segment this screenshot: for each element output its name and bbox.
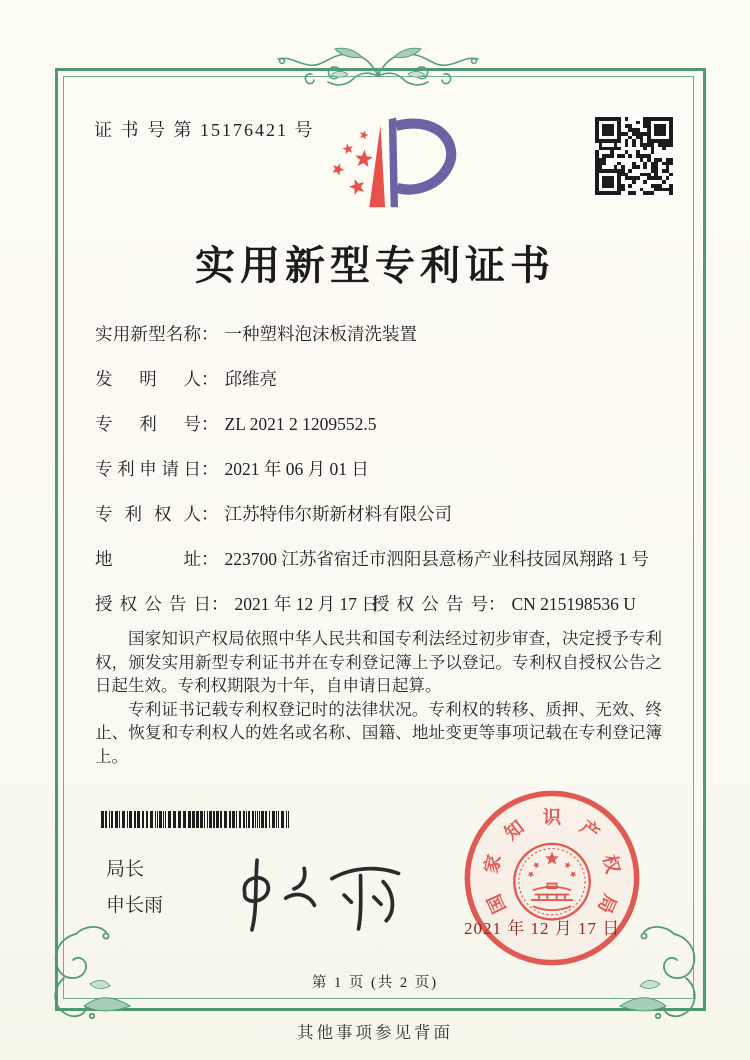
field-grant-number: 授权公告号： CN 215198536 U (372, 592, 636, 617)
field-value: CN 215198536 U (511, 594, 636, 614)
field-row-name: 实用新型名称： 一种塑料泡沫板清洗装置 (95, 322, 649, 347)
field-label: 专利权人 (95, 504, 201, 524)
certificate-title: 实用新型专利证书 (195, 243, 555, 288)
signer-block (106, 858, 163, 930)
field-value: 邱维亮 (224, 369, 277, 389)
signer-title: 局长 (106, 859, 145, 880)
legal-paragraph: 国家知识产权局依照中华人民共和国专利法经过初步审查，决定授予专利权，颁发实用新型专利证书并在专利登记簿上予以登记。专利权自授权公告之日起生效。专利权期限为十年，自申请日起算。 (95, 629, 662, 695)
svg-text:国: 国 (484, 891, 510, 917)
director-signature-icon (214, 850, 419, 936)
qr-code (592, 114, 676, 198)
svg-text:知: 知 (500, 816, 528, 844)
field-row-inventor: 发明人： 邱维亮 (95, 367, 649, 392)
svg-text:权: 权 (599, 852, 623, 876)
field-label: 授权公告日 (95, 594, 211, 614)
field-list (95, 322, 649, 637)
field-row-grant: 授权公告日： 2021 年 12 月 17 日 授权公告号： CN 215198536 U (95, 592, 649, 617)
signer-name: 申长雨 (106, 895, 164, 916)
field-row-patentee: 专利权人： 江苏特伟尔斯新材料有限公司 (95, 502, 649, 527)
svg-text:局: 局 (594, 891, 620, 917)
certificate-number: 证 书 号 第 15176421 号 (94, 120, 315, 140)
field-label: 专利号 (95, 414, 201, 434)
official-seal-icon (460, 786, 644, 970)
field-label: 发明人 (95, 369, 201, 389)
barcode (101, 811, 291, 828)
svg-text:识: 识 (542, 807, 562, 828)
field-label: 实用新型名称 (95, 324, 201, 344)
field-label: 专利申请日 (95, 459, 201, 479)
top-ornament-icon (268, 44, 488, 92)
field-value: ZL 2021 2 1209552.5 (224, 414, 377, 434)
field-label: 地址 (95, 549, 201, 569)
page-number: 第 1 页 (共 2 页) (311, 975, 439, 991)
legal-text (95, 627, 662, 768)
field-value: 2021 年 06 月 01 日 (224, 459, 369, 479)
field-value: 一种塑料泡沫板清洗装置 (224, 324, 417, 344)
field-row-filing-date: 专利申请日： 2021 年 06 月 01 日 (95, 457, 649, 482)
back-side-note: 其他事项参见背面 (297, 1023, 453, 1042)
field-value: 江苏特伟尔斯新材料有限公司 (224, 504, 452, 524)
seal-date: 2021 年 12 月 17 日 (464, 919, 621, 938)
legal-paragraph: 专利证书记载专利权登记时的法律状况。专利权的转移、质押、无效、终止、恢复和专利权人的姓名或名称、国籍、地址变更等事项记载在专利登记簿上。 (95, 699, 662, 766)
svg-text:家: 家 (481, 852, 505, 876)
field-value: 223700 江苏省宿迁市泗阳县意杨产业科技园凤翔路 1 号 (224, 549, 649, 569)
field-row-address: 地址： 223700 江苏省宿迁市泗阳县意杨产业科技园凤翔路 1 号 (95, 547, 649, 572)
field-label: 授权公告号 (372, 594, 488, 614)
field-value: 2021 年 12 月 17 日 (234, 594, 379, 614)
cnipa-logo-icon (312, 108, 460, 214)
svg-text:产: 产 (576, 816, 604, 844)
field-row-patent-no: 专利号： ZL 2021 2 1209552.5 (95, 412, 649, 437)
